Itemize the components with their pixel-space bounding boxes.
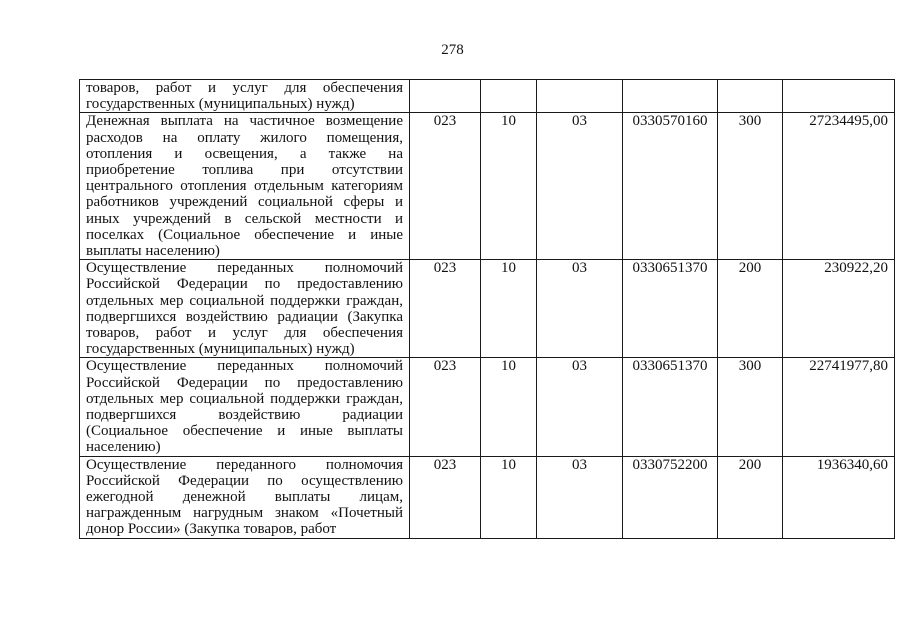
expense-type-code [718,80,783,113]
page-number: 278 [441,42,464,58]
section-code: 10 [481,456,537,538]
grbs-code: 023 [410,260,481,358]
table-row [80,260,895,358]
subsection-code [537,80,623,113]
row-description: Денежная выплата на частичное возмещение расходов на оплату жилого помещения, отопления и освещения, а также на приобретение топлива при отсутствии центрального отопления отдельным категориям работников учреждений социальной сферы и иных учреждений в сельской местности и поселках (Социальное обеспечение и иные выплаты населению) [80,113,410,260]
row-description: Осуществление переданных полномочий Российской Федерации по предоставлению отдельных мер социальной поддержки граждан, подвергшихся воздействию радиации (Закупка товаров, работ и услуг для обеспечения государственных (муниципальных) нужд) [80,260,410,358]
expense-type-code: 300 [718,358,783,456]
target-article-code [623,80,718,113]
table-row [80,80,895,113]
grbs-code [410,80,481,113]
section-code: 10 [481,358,537,456]
grbs-code: 023 [410,456,481,538]
grbs-code: 023 [410,113,481,260]
target-article-code: 0330651370 [623,260,718,358]
table-row [80,358,895,456]
expense-type-code: 300 [718,113,783,260]
section-code: 10 [481,113,537,260]
target-article-code: 0330570160 [623,113,718,260]
expense-type-code: 200 [718,456,783,538]
subsection-code: 03 [537,113,623,260]
amount-value: 27234495,00 [783,113,895,260]
amount-value: 1936340,60 [783,456,895,538]
section-code [481,80,537,113]
target-article-code: 0330752200 [623,456,718,538]
row-description: товаров, работ и услуг для обеспечения государственных (муниципальных) нужд) [80,80,410,113]
subsection-code: 03 [537,358,623,456]
section-code: 10 [481,260,537,358]
expense-type-code: 200 [718,260,783,358]
amount-value: 230922,20 [783,260,895,358]
budget-table [79,79,895,539]
grbs-code: 023 [410,358,481,456]
table-row [80,456,895,538]
subsection-code: 03 [537,456,623,538]
target-article-code: 0330651370 [623,358,718,456]
subsection-code: 03 [537,260,623,358]
amount-value: 22741977,80 [783,358,895,456]
table-row [80,113,895,260]
amount-value [783,80,895,113]
row-description: Осуществление переданных полномочий Российской Федерации по предоставлению отдельных мер социальной поддержки граждан, подвергшихся воздействию радиации (Социальное обеспечение и иные выплаты населению) [80,358,410,456]
row-description: Осуществление переданного полномочия Российской Федерации по осуществлению ежегодной денежной выплаты лицам, награжденным нагрудным знаком «Почетный донор России» (Закупка товаров, работ [80,456,410,538]
